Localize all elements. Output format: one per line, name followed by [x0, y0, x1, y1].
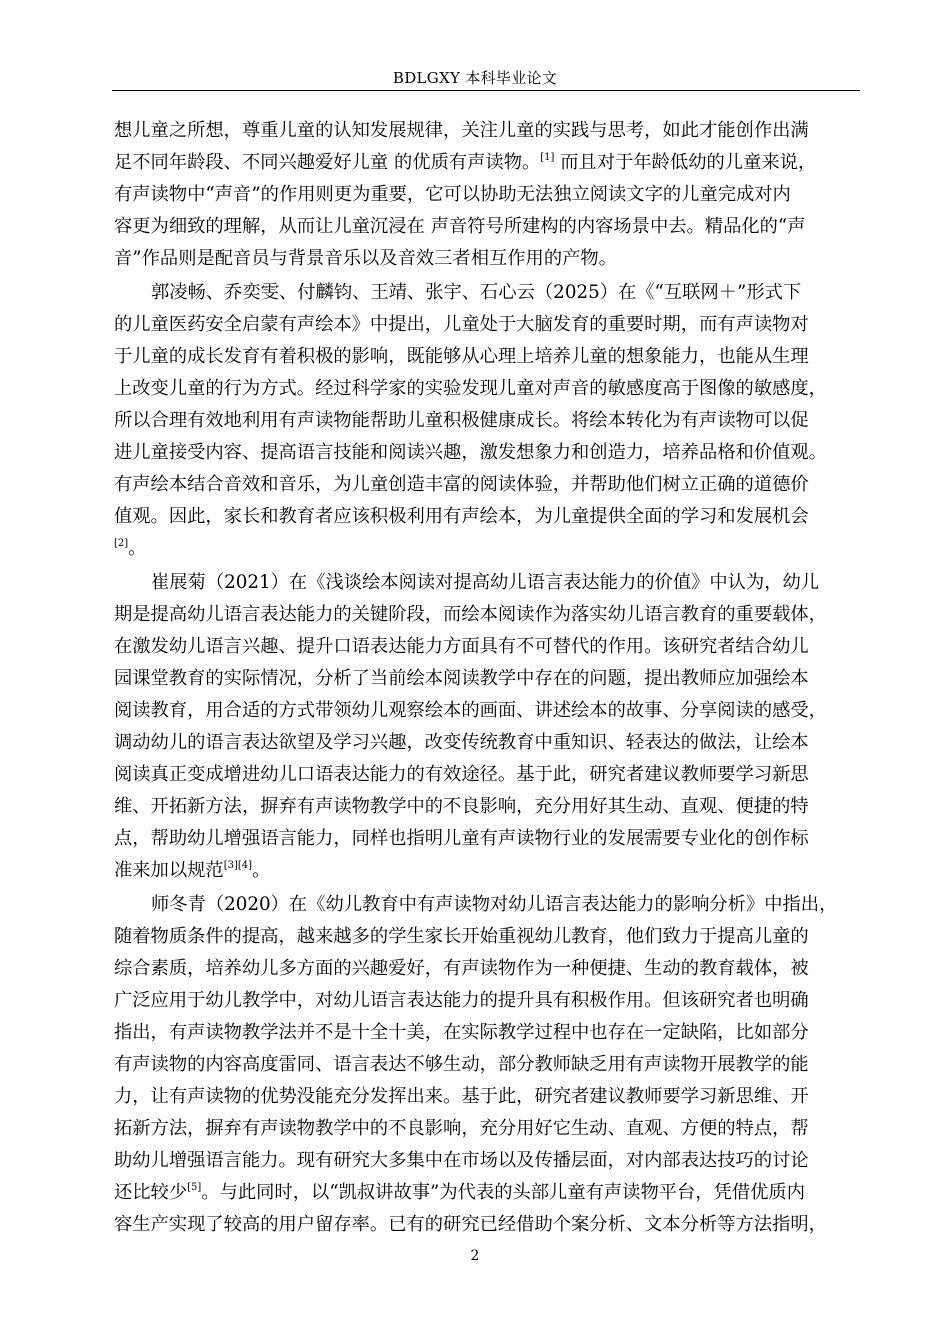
- text-line: 进儿童接受内容、提高语言技能和阅读兴趣，激发想象力和创造力，培养品格和价值观。: [114, 442, 827, 463]
- text-line: 上改变儿童的行为方式。经过科学家的实验发现儿童对声音的敏感度高于图像的敏感度，: [114, 378, 827, 399]
- text-line: 点，帮助幼儿增强语言能力，同样也指明儿童有声读物行业的发展需要专业化的创作标: [114, 828, 809, 849]
- text-line: 助幼儿增强语言能力。现有研究大多集中在市场以及传播层面，对内部表达技巧的讨论: [114, 1150, 809, 1171]
- text-line: 的儿童医药安全启蒙有声绘本》中提出，儿童处于大脑发育的重要时期，而有声读物对: [114, 314, 809, 335]
- text-line: 所以合理有效地利用有声读物能帮助儿童积极健康成长。将绘本转化为有声读物可以促: [114, 410, 809, 431]
- text-span: 还比较少: [114, 1182, 188, 1203]
- citation-ref: [3][4]: [223, 860, 253, 871]
- text-span: 。: [128, 538, 147, 559]
- text-line: 力，让有声读物的优势没能充分发挥出来。基于此，研究者建议教师要学习新思维、开: [114, 1086, 809, 1107]
- text-line: [114, 149, 816, 177]
- paragraph-first-line: 崔展菊（2021）在《浅谈绘本阅读对提高幼儿语言表达能力的价值》中认为，幼儿: [151, 572, 820, 593]
- page-number: 2: [470, 1248, 480, 1264]
- text-line: 维、开拓新方法，摒弃有声读物教学中的不良影响，充分用好其生动、直观、便捷的特: [114, 796, 809, 817]
- text-line: [114, 1179, 805, 1207]
- text-line: 有声读物中“声音”的作用则更为重要，它可以协助无法独立阅读文字的儿童完成对内: [114, 184, 791, 205]
- text-line: [114, 857, 270, 885]
- text-line: 期是提高幼儿语言表达能力的关键阶段，而绘本阅读作为落实幼儿语言教育的重要载体，: [114, 604, 827, 625]
- text-line: 于儿童的成长发育有着积极的影响，既能够从心理上培养儿童的想象能力，也能从生理: [114, 346, 809, 367]
- text-span: 。: [252, 860, 271, 881]
- text-line: 广泛应用于幼儿教学中，对幼儿语言表达能力的提升具有积极作用。但该研究者也明确: [114, 990, 809, 1011]
- text-line: 想儿童之所想，尊重儿童的认知发展规律，关注儿童的实践与思考，如此才能创作出满: [114, 120, 809, 141]
- text-line: 容更为细致的理解，从而让儿童沉浸在 声音符号所建构的内容场景中去。精品化的“声: [114, 216, 806, 237]
- text-line: 容生产实现了较高的用户留存率。已有的研究已经借助个案分析、文本分析等方法指明，: [114, 1214, 827, 1235]
- text-line: 在激发幼儿语言兴趣、提升口语表达能力方面具有不可替代的作用。该研究者结合幼儿: [114, 636, 809, 657]
- text-span: 足不同年龄段、不同兴趣爱好儿童 的优质有声读物。: [114, 152, 541, 173]
- citation-ref: [2]: [114, 538, 129, 549]
- citation-ref: [5]: [187, 1182, 202, 1193]
- text-line: 阅读教育，用合适的方式带领幼儿观察绘本的画面、讲述绘本的故事、分享阅读的感受，: [114, 700, 827, 721]
- paragraph-first-line: 郭凌畅、乔奕雯、付麟钧、王靖、张宇、石心云（2025）在《“互联网＋”形式下: [151, 282, 802, 303]
- text-span: 而且对于年龄低幼的儿童来说，: [554, 152, 817, 173]
- text-line: 随着物质条件的提高，越来越多的学生家长开始重视幼儿教育，他们致力于提高儿童的: [114, 926, 809, 947]
- text-line: 有声读物的内容高度雷同、语言表达不够生动，部分教师缺乏用有声读物开展教学的能: [114, 1054, 809, 1075]
- text-span: 。与此同时，以“凯叔讲故事”为代表的头部儿童有声读物平台，凭借优质内: [201, 1182, 805, 1203]
- text-span: 准来加以规范: [114, 860, 224, 881]
- text-line: 音”作品则是配音员与背景音乐以及音效三者相互作用的产物。: [114, 248, 617, 269]
- text-line: 综合素质，培养幼儿多方面的兴趣爱好，有声读物作为一种便捷、生动的教育载体，被: [114, 958, 809, 979]
- text-line: 园课堂教育的实际情况，分析了当前绘本阅读教学中存在的问题，提出教师应加强绘本: [114, 668, 809, 689]
- text-line: 值观。因此，家长和教育者应该积极利用有声绘本，为儿童提供全面的学习和发展机会: [114, 506, 809, 527]
- text-line: 阅读真正变成增进幼儿口语表达能力的有效途径。基于此，研究者建议教师要学习新思: [114, 764, 809, 785]
- header-title: BDLGXY 本科毕业论文: [392, 69, 558, 87]
- text-line: 有声绘本结合音效和音乐，为儿童创造丰富的阅读体验，并帮助他们树立正确的道德价: [114, 474, 809, 495]
- text-line: [114, 535, 146, 563]
- text-line: 拓新方法，摒弃有声读物教学中的不良影响，充分用好它生动、直观、方便的特点，帮: [114, 1118, 809, 1139]
- paragraph-first-line: 师冬青（2020）在《幼儿教育中有声读物对幼儿语言表达能力的影响分析》中指出，: [151, 894, 838, 915]
- text-line: 指出，有声读物教学法并不是十全十美，在实际教学过程中也存在一定缺陷，比如部分: [114, 1022, 809, 1043]
- citation-ref: [1]: [540, 152, 555, 163]
- text-line: 调动幼儿的语言表达欲望及学习兴趣，改变传统教育中重知识、轻表达的做法，让绘本: [114, 732, 809, 753]
- header-divider: [112, 90, 860, 91]
